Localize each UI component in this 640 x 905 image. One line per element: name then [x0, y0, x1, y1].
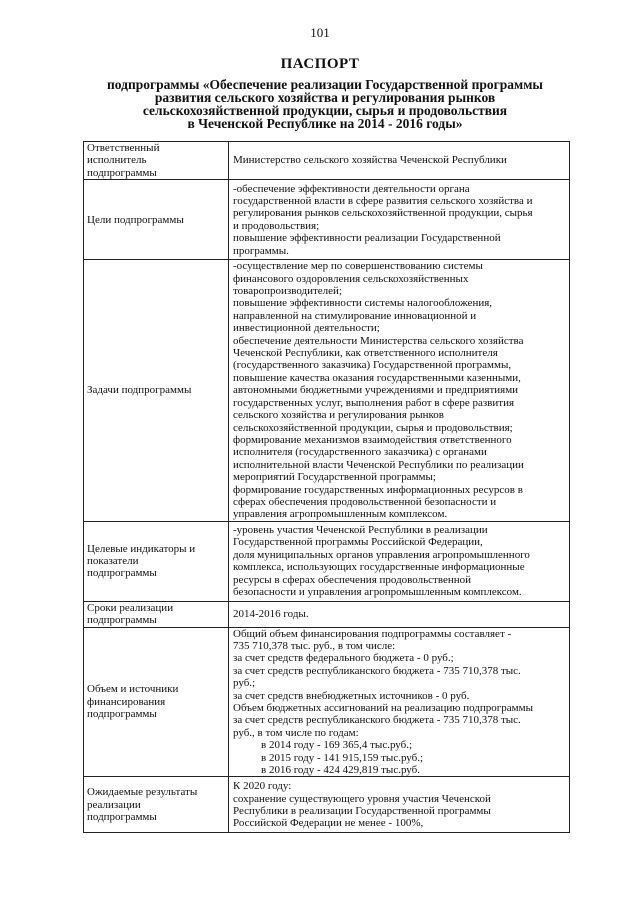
subtitle-line: развития сельского хозяйства и регулирования рынков: [154, 90, 496, 105]
row-value-line: Общий объем финансирования подпрограммы составляет -: [233, 627, 512, 640]
row-value-line: повышение эффективности реализации Государственной: [233, 232, 501, 245]
row-value-line: 2014-2016 годы.: [233, 607, 309, 620]
row-label-cell: [84, 260, 229, 522]
row-value-line: Чеченской Республики, как ответственного исполнителя: [233, 347, 498, 360]
row-label-cell: [84, 601, 229, 627]
row-value-line: руб.;: [233, 677, 256, 690]
row-value-cell: [229, 777, 570, 833]
passport-row: [84, 627, 570, 777]
row-value-line: 735 710,378 тыс. руб., в том числе:: [233, 639, 396, 652]
row-value-line: доля муниципальных органов управления агропромышленного: [233, 548, 530, 561]
row-label-cell: [84, 142, 229, 180]
row-label-line: Ответственный: [87, 142, 160, 154]
row-value-line: за счет средств республиканского бюджета - 735 710,378 тыс.: [233, 714, 521, 727]
row-label-cell: [84, 627, 229, 777]
row-value-line: сохранение существующего уровня участия Чеченской: [233, 792, 491, 805]
row-value-line: (государственного заказчика) Государственной программы,: [233, 359, 512, 372]
row-label-line: Сроки реализации: [87, 601, 174, 614]
row-label-cell: [84, 180, 229, 260]
row-value-line: мероприятий Государственной программы;: [233, 471, 436, 484]
row-label-line: финансирования: [87, 695, 166, 708]
row-value-line-indented: в 2015 году - 141 915,159 тыс.руб.;: [261, 751, 424, 764]
passport-table-body: [84, 142, 570, 833]
row-value-line: исполнителя (государственного заказчика) с органами: [233, 446, 487, 459]
row-value-line: автономными бюджетными учреждениями и предприятиями: [233, 384, 519, 397]
row-value-line: -обеспечение эффективности деятельности органа: [233, 182, 470, 195]
passport-row: [84, 521, 570, 601]
row-value-line: руб., в том числе по годам:: [233, 726, 359, 739]
row-value-line: -уровень участия Чеченской Республики в реализации: [233, 524, 488, 537]
row-value-line: сферах обеспечения продовольственной безопасности и: [233, 495, 497, 508]
row-label-line: подпрограммы: [87, 166, 157, 179]
row-value-line: Российской Федерации не менее - 100%,: [233, 817, 424, 830]
row-value-line: формирование государственных информационных ресурсов в: [233, 483, 523, 496]
row-value-line: за счет средств республиканского бюджета - 735 710,378 тыс.: [233, 664, 521, 677]
row-value-line: -осуществление мер по совершенствованию системы: [233, 260, 483, 273]
row-value-line: за счет средств федерального бюджета - 0 руб.;: [233, 652, 454, 665]
row-label-line: Объем и источники: [87, 683, 179, 696]
row-value-line: Республики в реализации Государственной программы: [233, 804, 491, 817]
row-value-cell: [229, 180, 570, 260]
row-value-cell: [229, 260, 570, 522]
passport-row: [84, 180, 570, 260]
row-value-line: программы.: [233, 244, 289, 257]
passport-row: [84, 601, 570, 627]
subtitle-line: подпрограммы «Обеспечение реализации Государственной программы: [107, 77, 543, 92]
document-title: ПАСПОРТ: [280, 56, 360, 72]
row-value-line: государственных услуг, выполнения работ в сфере развития: [233, 396, 515, 409]
row-value-line-indented: в 2014 году - 169 365,4 тыс.руб.;: [261, 739, 413, 752]
row-label-line: подпрограммы: [87, 567, 157, 580]
row-value-cell: [229, 521, 570, 601]
row-label-line: реализации: [87, 798, 141, 811]
document-subtitle: [80, 78, 570, 130]
row-value-line: Министерство сельского хозяйства Чеченской Республики: [233, 154, 507, 167]
row-value-line: направленной на стимулирование инновационной и: [233, 309, 477, 322]
row-value-line: государственной власти в сфере развития сельского хозяйства и: [233, 194, 533, 207]
row-value-line: обеспечение деятельности Министерства сельского хозяйства: [233, 334, 524, 347]
row-label-line: Ожидаемые результаты: [87, 786, 198, 799]
row-value-line: инвестиционной деятельности;: [233, 322, 380, 335]
row-value-line: исполнительной власти Чеченской Республики по реализации: [233, 458, 524, 471]
row-value-cell: [229, 601, 570, 627]
subtitle-line: в Чеченской Республике на 2014 - 2016 годы»: [187, 116, 463, 131]
passport-row: [84, 260, 570, 522]
row-value-line-indented: в 2016 году - 424 429,819 тыс.руб.: [261, 764, 421, 777]
row-value-line: безопасности и управления агропромышленным комплексом.: [233, 586, 522, 599]
row-value-line: сельского хозяйства и регулирования рынков: [233, 409, 444, 422]
row-value-line: и продовольствия;: [233, 219, 320, 232]
row-value-line: формирование механизмов взаимодействия ответственного: [233, 433, 512, 446]
row-label-line: Целевые индикаторы и: [87, 542, 196, 555]
row-value-line: повышение эффективности системы налогообложения,: [233, 297, 493, 310]
row-value-line: ресурсы в сферах обеспечения продовольственной: [233, 573, 472, 586]
row-label-line: подпрограммы: [87, 811, 157, 824]
page-number: 101: [310, 25, 330, 40]
row-value-line: товаропроизводителей;: [233, 285, 343, 298]
row-value-line: комплекса, использующих государственные информационные: [233, 561, 525, 574]
row-label-line: показатели: [87, 555, 139, 568]
row-label-line: исполнитель: [87, 154, 147, 167]
row-value-line: регулирования рынков сельскохозяйственной продукции, сырья: [233, 207, 533, 220]
row-value-line: за счет средств внебюджетных источников - 0 руб.: [233, 689, 470, 702]
row-value-line: повышение качества оказания государственными казенными,: [233, 371, 521, 384]
row-label-cell: [84, 777, 229, 833]
row-value-line: финансового оздоровления сельскохозяйственных: [233, 272, 469, 285]
row-value-line: сельскохозяйственной продукции, сырья и продовольствия;: [233, 421, 513, 434]
row-label-line: Задачи подпрограммы: [87, 384, 192, 397]
row-value-line: Государственной программы Российской Федерации,: [233, 536, 483, 549]
row-value-line: К 2020 году:: [233, 780, 292, 793]
row-value-line: Объем бюджетных ассигнований на реализацию подпрограммы: [233, 702, 533, 714]
subtitle-line: сельскохозяйственной продукции, сырья и продовольствия: [142, 103, 508, 118]
row-value-cell: [229, 142, 570, 180]
passport-row: [84, 142, 570, 180]
row-label-line: подпрограммы: [87, 708, 157, 721]
passport-table: [83, 141, 570, 833]
row-label-cell: [84, 521, 229, 601]
passport-row: [84, 777, 570, 833]
row-label-line: Цели подпрограммы: [87, 213, 184, 226]
row-value-line: управления агропромышленным комплексом.: [233, 508, 448, 521]
row-value-cell: [229, 627, 570, 777]
row-label-line: подпрограммы: [87, 614, 157, 627]
